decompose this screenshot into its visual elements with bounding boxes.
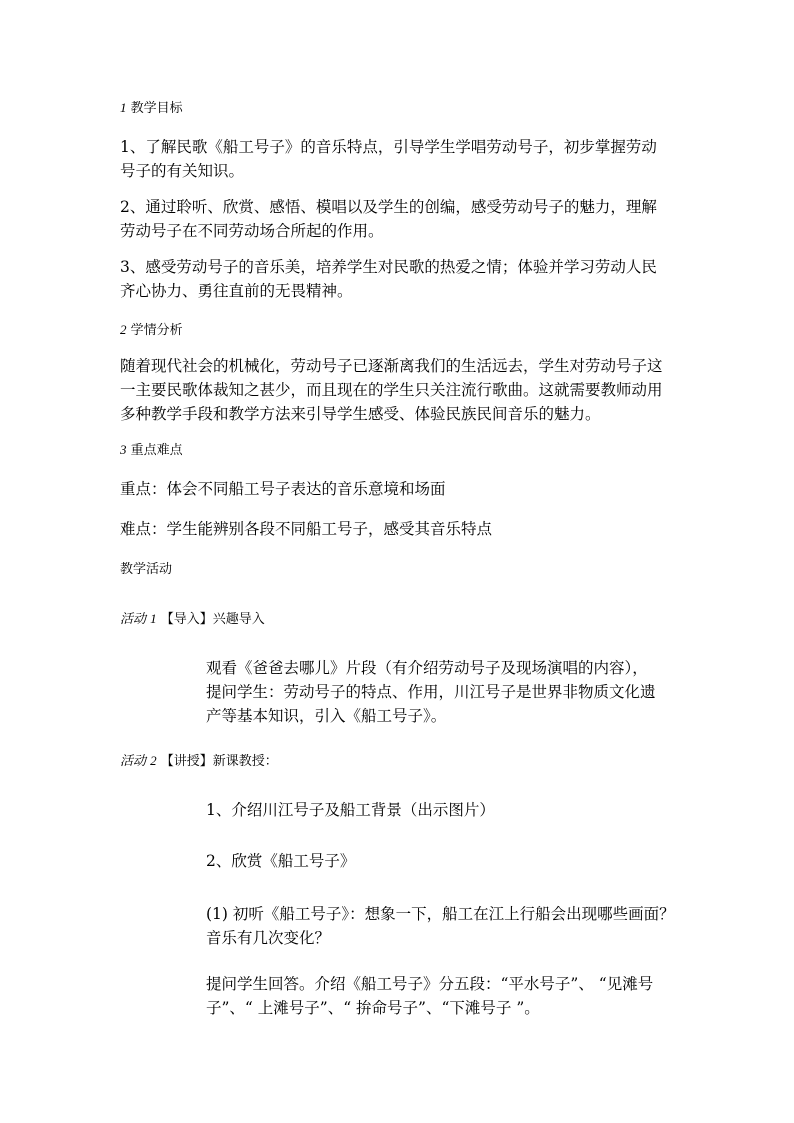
paragraph-line: 子”、“ 上滩号子”、“ 拚命号子”、“下滩号子 ”。: [206, 999, 540, 1017]
activity-2-item-1: 1、介绍川江号子及船工背景（出示图片）: [206, 801, 495, 819]
activity-number: 2: [150, 753, 157, 768]
paragraph-line: 齐心协力、勇往直前的无畏精神。: [120, 282, 353, 300]
goal-paragraph-2: [120, 195, 657, 243]
analysis-paragraph: [120, 354, 663, 426]
activity-title: 【导入】兴趣导入: [160, 612, 265, 627]
section-heading-key-difficult-points: [120, 442, 183, 459]
section-number: 3: [120, 442, 127, 457]
paragraph-line: 随着现代社会的机械化，劳动号子已逐渐离我们的生活远去，学生对劳动号子这: [120, 357, 663, 375]
section-title: 学情分析: [130, 323, 183, 338]
section-number: 1: [120, 100, 127, 115]
paragraph-line: 音乐有几次变化？: [206, 929, 331, 947]
difficulty-line: 难点：学生能辨别各段不同船工号子，感受其音乐特点: [120, 520, 493, 538]
activities-title: 教学活动: [120, 562, 173, 577]
section-number: 2: [120, 322, 127, 337]
activity-2-item-2: 2、欣赏《船工号子》: [206, 852, 356, 870]
activity-number: 1: [150, 611, 157, 626]
activity-1-heading: [120, 611, 265, 628]
paragraph-line: 3、感受劳动号子的音乐美，培养学生对民歌的热爱之情；体验并学习劳动人民: [120, 258, 657, 276]
key-point-line: 重点：体会不同船工号子表达的音乐意境和场面: [120, 480, 446, 498]
goal-paragraph-1: [120, 135, 657, 183]
activity-2-heading: [120, 753, 278, 770]
activity-label: 活动: [120, 753, 147, 768]
paragraph-line: 号子的有关知识。: [120, 162, 245, 180]
paragraph-line: (1) 初听《船工号子》：想象一下，船工在江上行船会出现哪些画面？: [206, 905, 675, 923]
paragraph-line: 提问学生：劳动号子的特点、作用，川江号子是世界非物质文化遗: [206, 683, 656, 701]
paragraph-line: 多种教学手段和教学方法来引导学生感受、体验民族民间音乐的魅力。: [120, 405, 601, 423]
paragraph-line: 一主要民歌体裁知之甚少，而且现在的学生只关注流行歌曲。这就需要教师动用: [120, 381, 663, 399]
activity-2-item-4: [206, 972, 653, 1020]
goal-paragraph-3: [120, 255, 657, 303]
activity-1-text: [206, 656, 656, 728]
section-heading-teaching-goals: [120, 100, 183, 117]
activity-title: 【讲授】新课教授：: [160, 754, 278, 769]
paragraph-line: 观看《爸爸去哪儿》片段（有介绍劳动号子及现场演唱的内容），: [206, 659, 648, 677]
paragraph-line: 1、了解民歌《船工号子》的音乐特点，引导学生学唱劳动号子，初步掌握劳动: [120, 138, 657, 156]
activity-label: 活动: [120, 611, 147, 626]
activity-2-item-3: [206, 902, 675, 950]
paragraph-line: 产等基本知识，引入《船工号子》。: [206, 707, 447, 725]
paragraph-line: 提问学生回答。介绍《船工号子》分五段：“平水号子”、 “见滩号: [206, 975, 654, 993]
paragraph-line: 劳动号子在不同劳动场合所起的作用。: [120, 222, 384, 240]
paragraph-line: 2、通过聆听、欣赏、感悟、模唱以及学生的创编，感受劳动号子的魅力，理解: [120, 198, 657, 216]
section-heading-student-analysis: [120, 322, 183, 339]
section-title: 教学目标: [130, 101, 183, 116]
section-title: 重点难点: [130, 443, 183, 458]
